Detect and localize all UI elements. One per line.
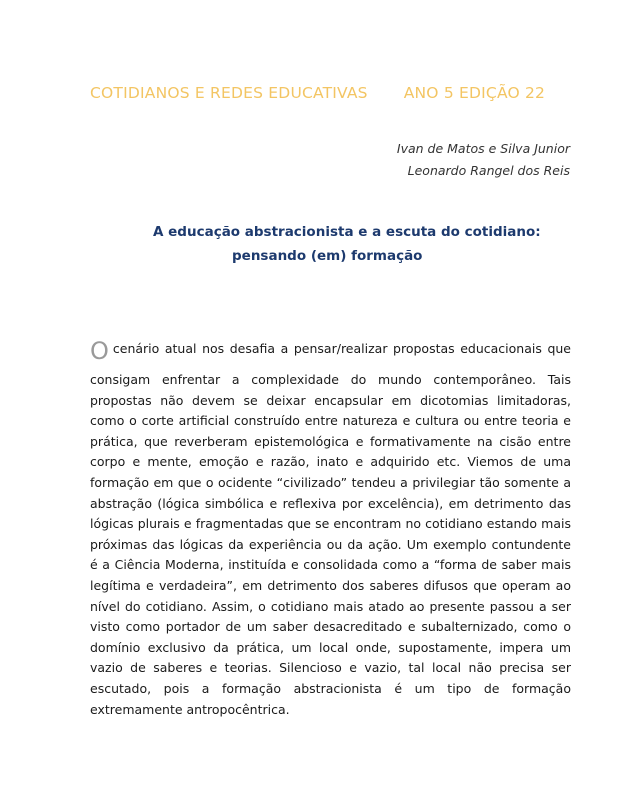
- journal-name: COTIDIANOS E REDES EDUCATIVAS: [90, 84, 368, 102]
- article-body: [90, 334, 571, 720]
- article-opening-line: [90, 334, 571, 365]
- article-paragraph: consigam enfrentar a complexidade do mundo contemporâneo. Tais propostas não devem se deixar encapsular em dicotomias limitadoras, como o corte artificial construído entre natureza e cultura ou entre teoria e prática, que reverberam epistemológica e formativamente na cisão entre corpo e mente, emoção e razão, inato e adquirido etc. Viemos de uma formação em que o ocidente “civilizado” tendeu a privilegiar tão somente a abstração (lógica simbólica e reflexiva por excelência), em detrimento das lógicas plurais e fragmentadas que se encontram no cotidiano estando mais próximas das lógicas da experiência ou da ação. Um exemplo contundente é a Ciência Moderna, instituída e consolidada como a “forma de saber mais legítima e verdadeira”, em detrimento dos saberes difusos que operam ao nível do cotidiano. Assim, o cotidiano mais atado ao presente passou a ser visto como portador de um saber desacreditado e subalternizado, como o domínio exclusivo da prática, um local onde, supostamente, impera um vazio de saberes e teorias. Silencioso e vazio, tal local não precisa ser escutado, pois a formação abstracionista é um tipo de formação extremamente antropocêntrica.: [90, 372, 571, 717]
- journal-header: [90, 84, 570, 102]
- drop-cap: O: [90, 337, 109, 365]
- article-subtitle-line: pensando (em) formação: [232, 248, 423, 264]
- author-name: Ivan de Matos e Silva Junior: [396, 141, 570, 156]
- author-name: Leonardo Rangel dos Reis: [407, 163, 570, 178]
- author-list: [397, 138, 570, 182]
- opening-text: cenário atual nos desafia a pensar/realizar propostas educacionais que: [112, 341, 571, 357]
- article-title-line: A educação abstracionista e a escuta do cotidiano:: [153, 224, 541, 240]
- journal-edition: ANO 5 EDIÇÃO 22: [403, 84, 546, 102]
